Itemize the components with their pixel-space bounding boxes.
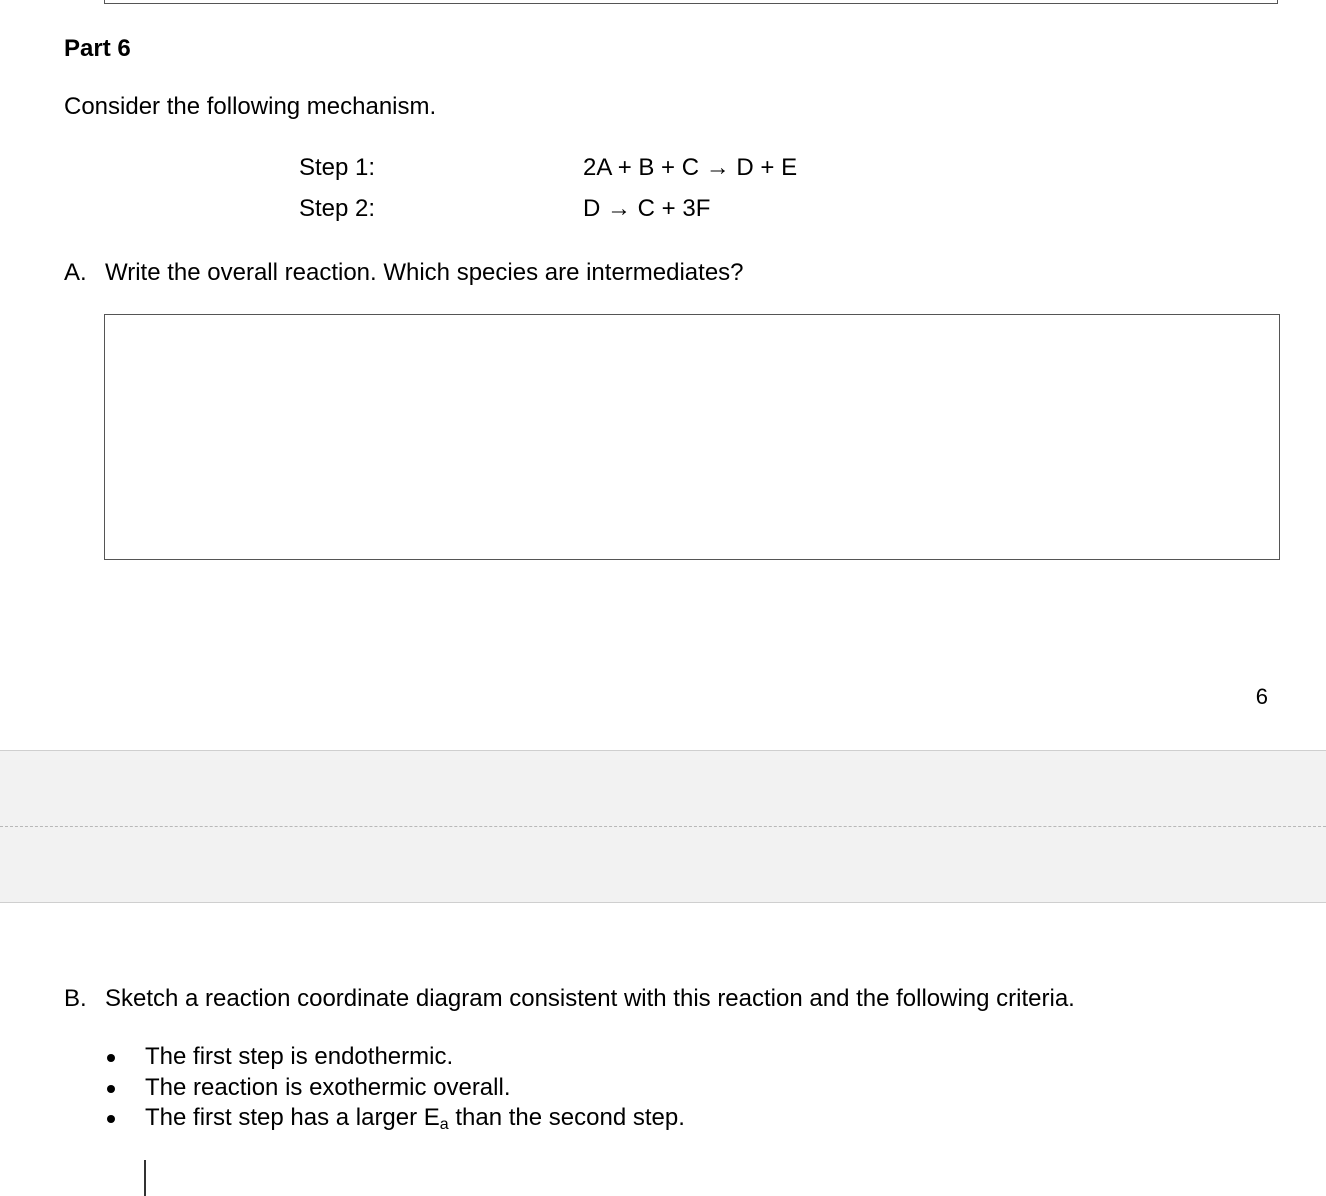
bullet-icon [107, 1115, 115, 1123]
page-gap [0, 750, 1326, 903]
question-a [64, 258, 744, 288]
intro-text: Consider the following mechanism. [64, 93, 437, 120]
step-1-equation: 2A + B + C → D + E [583, 154, 798, 181]
question-a-letter: A. [64, 259, 87, 286]
step-2-label: Step 2: [299, 195, 376, 222]
step-2-equation: D → C + 3F [583, 195, 711, 222]
page-break-line [0, 826, 1326, 827]
bullet-icon [107, 1054, 115, 1062]
answer-a-box[interactable] [104, 314, 1280, 560]
question-b [64, 984, 1075, 1014]
criteria-list [104, 1042, 685, 1134]
bullet-icon [107, 1085, 115, 1093]
question-a-text: Write the overall reaction. Which species are intermediates? [105, 259, 744, 286]
text-cursor [144, 1160, 146, 1196]
criteria-item [104, 1073, 685, 1104]
criteria-text-after: than the second step. [448, 1104, 685, 1131]
criteria-item [104, 1042, 685, 1073]
step-1-label: Step 1: [299, 154, 376, 181]
page-number: 6 [1255, 684, 1268, 709]
question-b-letter: B. [64, 985, 87, 1012]
criteria-item [104, 1103, 685, 1134]
criteria-subscript: a [439, 1116, 449, 1133]
criteria-text: The first step is endothermic. [145, 1043, 454, 1070]
question-b-text: Sketch a reaction coordinate diagram consistent with this reaction and the following criteria. [105, 985, 1075, 1012]
criteria-text-before: The first step has a larger E [145, 1104, 440, 1131]
criteria-text: The reaction is exothermic overall. [145, 1073, 511, 1101]
part-title: Part 6 [64, 35, 131, 62]
previous-answer-box[interactable] [104, 0, 1278, 4]
